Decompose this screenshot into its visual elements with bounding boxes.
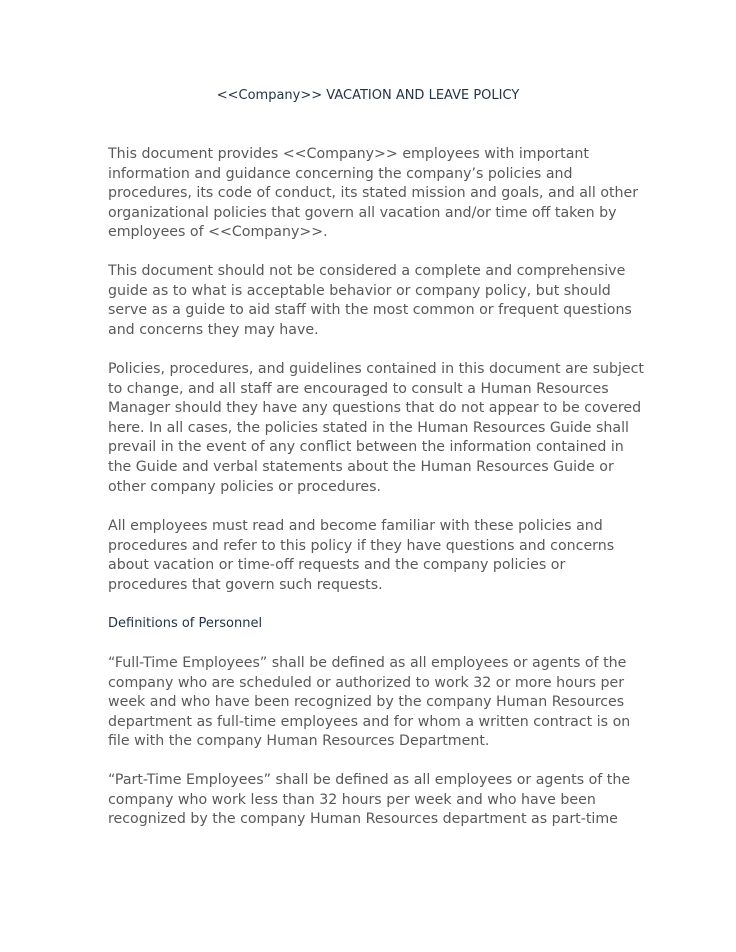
full-time-definition-paragraph: “Full-Time Employees” shall be defined as all employees or agents of the company who are scheduled or authorized to work 32 or more hours per week and who have been recognized by the company Human Resources department as full-time employees and for whom a written contract is on file with the company Human Resources Department. (108, 655, 631, 750)
intro-paragraph: This document provides <<Company>> employees with important information and guidance concerning the company’s policies and procedures, its code of conduct, its stated mission and goals, and all other organizational policies that govern all vacation and/or time off taken by employees of <<Company>>. (108, 146, 639, 241)
part-time-definition-paragraph: “Part-Time Employees” shall be defined as all employees or agents of the company who work less than 32 hours per week and who have been recognized by the company Human Resources department as part-time (108, 772, 631, 828)
acknowledgement-paragraph: All employees must read and become familiar with these policies and procedures and refer to this policy if they have questions and concerns about vacation or time-off requests and the company policies or procedures that govern such requests. (108, 518, 615, 593)
scope-paragraph: This document should not be considered a complete and comprehensive guide as to what is acceptable behavior or company policy, but should serve as a guide to aid staff with the most common or frequent questions and concerns they may have. (108, 263, 632, 338)
policy-change-paragraph: Policies, procedures, and guidelines contained in this document are subject to change, and all staff are encouraged to consult a Human Resources Manager should they have any questions that do not appear to be covered here. In all cases, the policies stated in the Human Resources Guide shall prevail in the event of any conflict between the information contained in the Guide and verbal statements about the Human Resources Guide or other company policies or procedures. (108, 361, 644, 495)
section-heading: Definitions of Personnel (108, 616, 263, 631)
document-title: <<Company>> VACATION AND LEAVE POLICY (216, 88, 520, 103)
